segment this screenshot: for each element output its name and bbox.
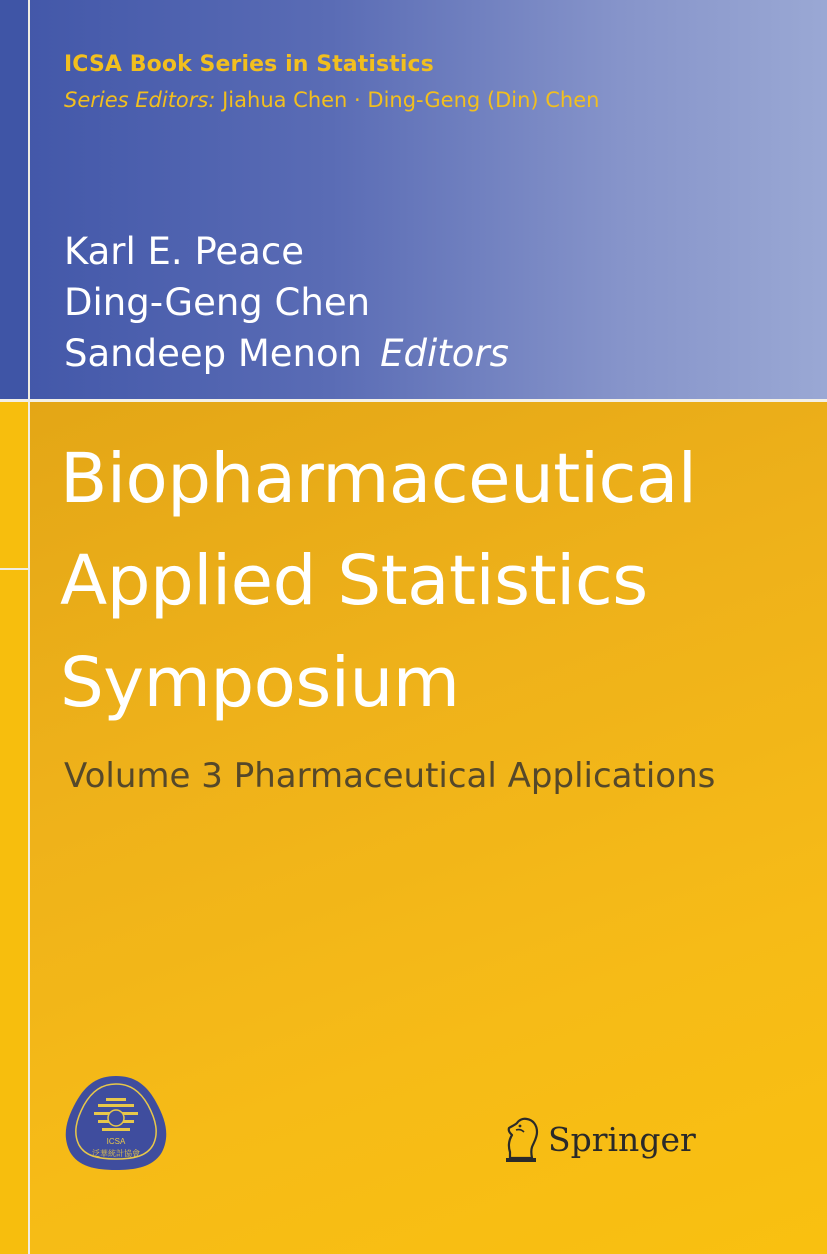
series-title: ICSA Book Series in Statistics [64,52,434,77]
vertical-rule [28,0,30,1254]
editor-name: Sandeep Menon [64,332,363,375]
icsa-label: ICSA [106,1137,126,1146]
publisher-name: Springer [548,1120,696,1159]
book-subtitle: Volume 3 Pharmaceutical Applications [64,756,716,796]
editor-name: Ding-Geng Chen [64,281,371,324]
small-horizontal-rule [0,568,29,570]
editors-role: Editors [380,332,509,375]
left-strip-blue [0,0,28,400]
series-editors-label: Series Editors: [64,88,216,112]
icsa-emblem-icon [64,1074,168,1172]
series-editors-names: Jiahua Chen · Ding-Geng (Din) Chen [222,88,600,112]
book-title-line: Applied Statistics [60,541,648,621]
icsa-chinese-label: 泛華統計協會 [92,1149,140,1158]
left-strip-yellow [0,402,28,1254]
publisher-logo [498,1112,718,1172]
book-title-line: Biopharmaceutical [60,439,697,519]
editor-name: Karl E. Peace [64,230,304,273]
chess-knight-icon [498,1114,544,1166]
book-title-line: Symposium [60,643,460,723]
editors-block [64,226,509,379]
book-title [60,428,696,734]
series-editors [64,88,599,112]
